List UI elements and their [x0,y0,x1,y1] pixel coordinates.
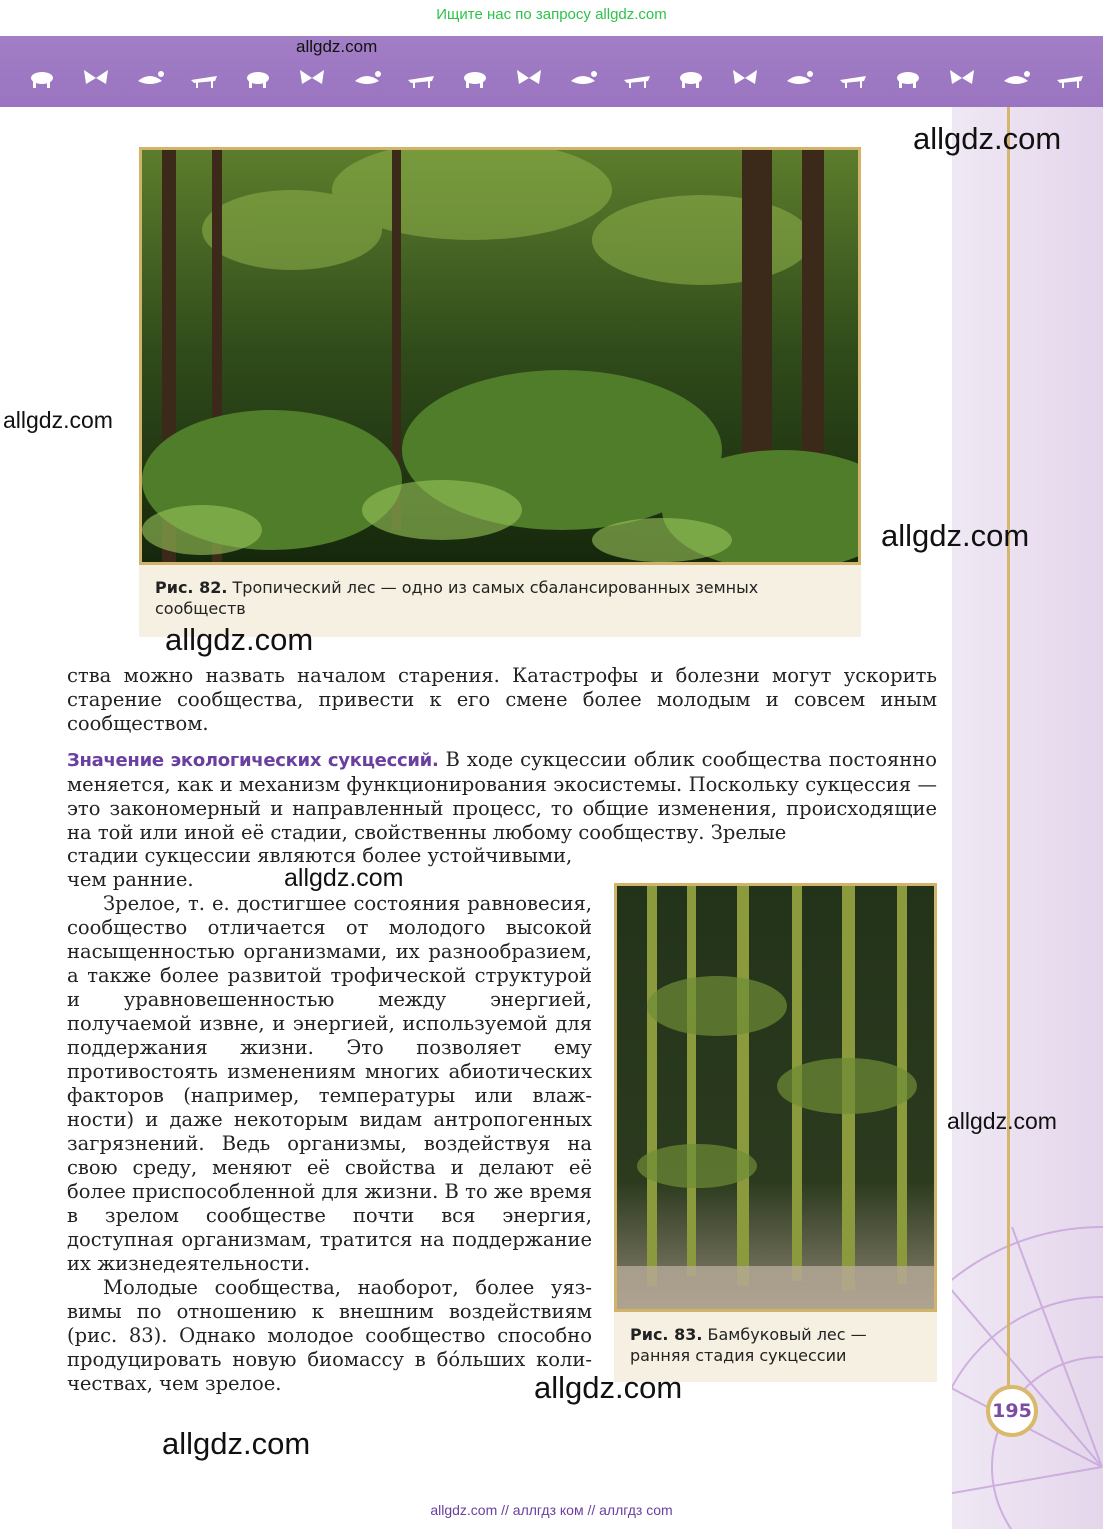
paragraph-young-community: Молодые сообщества, наоборот, более уязвимы по отношению к внешним воздействиям (рис. 83). Однако молодое сообщество способно продуцировать новую биомассу в бо́льших количествах, чем зрелое. [67,1276,592,1395]
butterfly-icon [80,67,112,89]
fish-icon [621,67,653,89]
bird-icon [892,67,924,89]
watermark-bottom-center: allgdz.com [534,1370,683,1405]
rhino-icon [513,67,545,89]
paragraph-aging: ства можно назвать началом старения. Катастрофы и болезни могут ускорить старение сообщества, привести к его смене более молодым и совсем иным сообществом. [67,664,937,735]
lizard-icon [567,67,599,89]
right-decorative-band [952,107,1103,1529]
beetle-icon [351,67,383,89]
bison-icon [729,67,761,89]
scorpion-icon [134,67,166,89]
figure-82-caption-text: Тропический лес — одно из самых сбалансированных земных сообществ [155,578,759,618]
watermark-top-right: allgdz.com [913,121,1062,156]
paragraph-succession-body: В ходе сукцессии облик сообщества постоянно меняется, как и механизм функционирования экосистемы. Поскольку сукцессия — это закономерный и направленный процесс, то общие изменения, происходящие на той или иной её стадии, свойственны любому сообществу. Зрелые [67,748,937,844]
seahorse-icon [1054,67,1086,89]
watermark-under-figure: allgdz.com [165,622,314,657]
figure-82-label: Рис. 82. [155,578,228,597]
seahorse-icon [405,67,437,89]
paragraph-early-stages: чем ранние. [67,868,194,891]
footer: allgdz.com // аллгдз ком // аллгдз com [430,1502,673,1518]
watermark-left: allgdz.com [3,407,113,433]
horse-icon [837,67,869,89]
animal-strip [26,66,1086,90]
bamboo-forest-photo [614,883,937,1312]
banner-watermark: allgdz.com [296,37,378,56]
bird-icon [242,67,274,89]
insect-icon [459,67,491,89]
top-note: Ищите нас по запросу allgdz.com [436,6,667,23]
compass-decoration-icon [952,107,1103,1529]
paragraph-succession-meaning [67,748,937,845]
animal-banner [0,36,1103,107]
watermark-in-text: allgdz.com [284,864,404,892]
paragraph-mature-stages: стадии сукцессии являются более устойчивыми, [67,844,573,867]
scorpion-icon [783,67,815,89]
section-heading: Значение экологических сукцессий. [67,750,439,771]
watermark-right-mid: allgdz.com [881,518,1030,553]
figure-83-label: Рис. 83. [630,1325,703,1344]
tropical-forest-photo [139,147,861,565]
horse-icon [188,67,220,89]
margin-gold-line [1007,107,1010,1407]
watermark-right-lower: allgdz.com [947,1108,1057,1134]
dolphin-icon [946,67,978,89]
bamboo-forest-image [617,886,934,1309]
paragraph-mature-community: Зрелое, т. е. достигшее состояния равновесия, сообщество отличается от молодого высокой насыщенностью организмами, их разнообразием, а также более развитой трофической структурой и уравновешенностью между энергией, получаемой извне, и энергией, используемой для поддержания жизни. Это позволяет ему противостоять изменениям многих абиотических факторов (например, температуры или влажности) и даже некоторым видам антропогенных загрязнений. Ведь организмы, воздействуя на свою среду, меняют её свойства и делают её более приспособленной для жизни. В то же время в зрелом сообществе почти вся энергия, доступная организмам, тратится на поддержание их жизнедеятельности. [67,892,592,1275]
page-number: 195 [986,1385,1038,1437]
beetle-icon [1000,67,1032,89]
bison-icon [26,67,58,89]
dolphin-icon [296,67,328,89]
butterfly-icon [675,67,707,89]
figure-83-caption-text: Бамбуковый лес — ранняя стадия сукцессии [630,1325,867,1365]
tropical-forest-image [142,150,858,562]
watermark-bottom-left: allgdz.com [162,1426,311,1461]
